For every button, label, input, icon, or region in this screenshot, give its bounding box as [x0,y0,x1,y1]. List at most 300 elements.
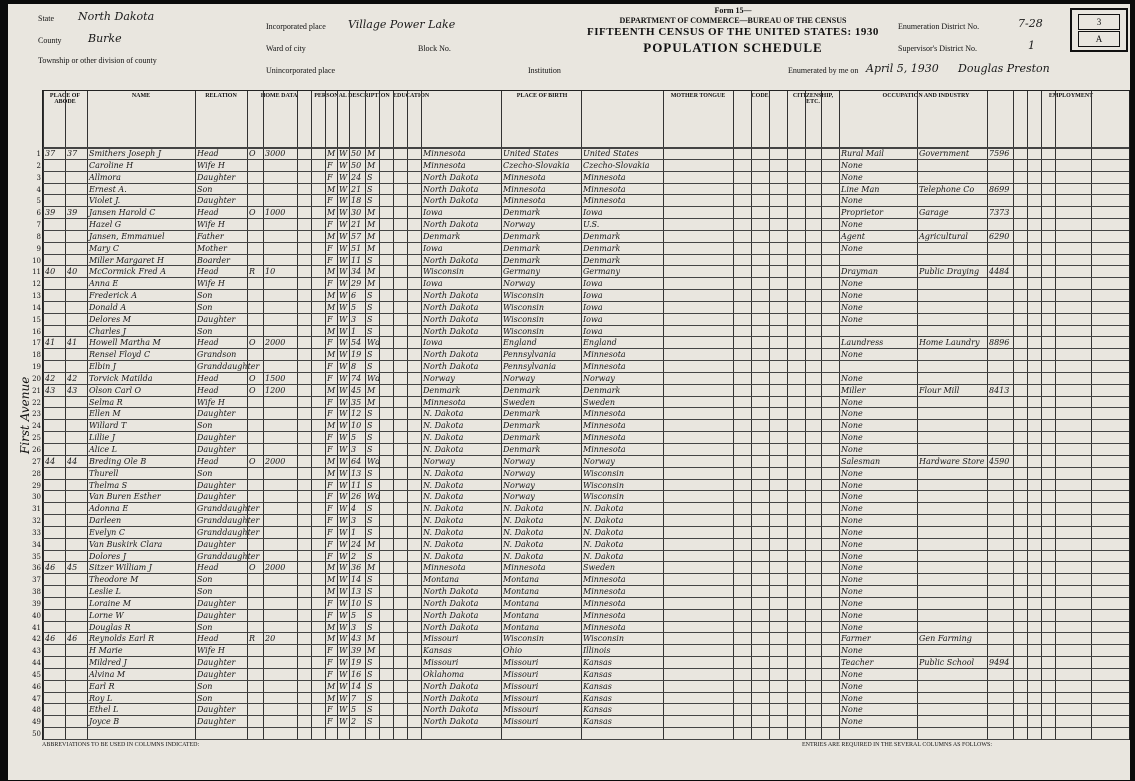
cell-race: W [339,338,348,348]
cell-occ: Proprietor [841,208,884,218]
cell-bp: Norway [423,373,455,383]
cell-age: 57 [351,231,362,241]
line-number: 9 [36,244,41,253]
cell-mbp: Wisconsin [583,634,625,644]
cell-mar: S [367,717,373,727]
cell-mbp: Minnesota [583,172,626,182]
cell-race: W [339,681,348,691]
cell-occ: None [841,433,863,443]
cell-name: Theodore M [89,575,139,585]
cell-race: W [339,326,348,336]
cell-age: 26 [351,492,362,502]
cell-name: Thelma S [89,480,128,490]
cell-name: Alvina M [89,669,126,679]
cell-rel: Wife H [197,279,225,289]
cell-name: Reynolds Earl R [89,634,155,644]
cell-rel: Son [197,575,213,585]
cell-name: Lorne W [89,610,124,620]
cell-age: 43 [351,634,362,644]
cell-rel: Granddaughter [197,551,260,561]
cell-sex: F [327,373,333,383]
cell-rel: Daughter [197,717,236,727]
cell-age: 51 [351,243,362,253]
line-number: 29 [32,481,41,490]
cell-sex: F [327,646,333,656]
cell-sex: M [327,622,336,632]
cell-bp: Iowa [423,208,443,218]
cell-name: Charles J [89,326,127,336]
incorporated-value: Village Power Lake [348,18,456,31]
cell-bp: North Dakota [423,172,479,182]
cell-age: 45 [351,385,362,395]
cell-fbp: Norway [503,279,535,289]
cell-sex: F [327,480,333,490]
cell-mar: Wd [367,456,381,466]
cell-race: W [339,409,348,419]
cell-bp: Iowa [423,279,443,289]
cell-bp: N. Dakota [423,445,464,454]
cell-sex: M [327,184,336,194]
cell-race: W [339,373,348,383]
street-name: First Avenue [18,376,32,454]
cell-mar: S [367,516,373,526]
cell-race: W [339,362,348,372]
line-number: 40 [32,611,41,620]
cell-mar: S [367,468,373,478]
cell-name: Smithers Joseph J [89,149,162,158]
cell-occ: None [841,172,863,182]
cell-rel: Son [197,291,213,301]
cell-age: 14 [351,681,362,691]
cell-mar: S [367,314,373,324]
line-number: 4 [36,185,41,194]
cell-own: O [249,385,256,395]
cell-occ: None [841,373,863,383]
cell-sex: F [327,504,333,514]
sheet-side: A [1078,31,1120,47]
cell-sex: M [327,587,336,597]
line-number: 45 [32,670,41,679]
cell-age: 50 [351,149,362,158]
cell-sex: M [327,421,336,431]
cell-sex: M [327,693,336,703]
column-group-header: CODE [751,93,769,99]
column-group-header: PERSONAL DESCRIPTION [314,93,390,99]
line-number: 42 [32,635,41,644]
enumerator-name: Douglas Preston [958,62,1050,75]
line-number: 6 [36,209,41,218]
cell-dw: 44 [45,456,56,466]
cell-mar: M [367,160,376,170]
line-number: 50 [32,730,41,739]
cell-bp: North Dakota [423,587,479,597]
cell-mbp: Denmark [583,243,621,253]
cell-occ: None [841,504,863,514]
cell-fam: 44 [67,456,78,466]
cell-fbp: Denmark [503,445,541,454]
cell-rel: Daughter [197,433,236,443]
cell-occ: Rural Mail [841,149,884,158]
county-value: Burke [88,32,122,45]
cell-occ: None [841,314,863,324]
cell-fam: 42 [67,373,78,383]
cell-mar: Wd [367,373,381,383]
cell-race: W [339,302,348,312]
line-number: 22 [32,398,41,407]
line-number: 20 [32,374,41,383]
cell-bp: N. Dakota [423,468,464,478]
line-number: 16 [32,327,41,336]
cell-mbp: England [583,338,617,348]
cell-sex: F [327,445,333,454]
cell-rel: Head [197,456,219,466]
cell-fbp: Montana [503,622,540,632]
cell-sex: F [327,527,333,537]
cell-mbp: Minnesota [583,421,626,431]
township-label: Township or other division of county [38,56,157,65]
cell-race: W [339,575,348,585]
cell-mar: S [367,302,373,312]
cell-fbp: Missouri [503,658,539,668]
cell-mar: M [367,279,376,289]
cell-race: W [339,397,348,407]
cell-age: 13 [351,587,362,597]
cell-ind: Public School [919,658,975,668]
schedule-title: POPULATION SCHEDULE [643,40,823,55]
cell-mar: S [367,421,373,431]
cell-fbp: Montana [503,587,540,597]
cell-mbp: Minnesota [583,184,626,194]
cell-name: Olson Carl O [89,385,142,395]
cell-age: 29 [351,279,362,289]
cell-mbp: Minnesota [583,350,626,360]
cell-mbp: Kansas [583,693,612,703]
cell-sex: F [327,362,333,372]
cell-bp: N. Dakota [423,480,464,490]
cell-code: 7373 [989,208,1010,218]
cell-code: 6290 [989,231,1010,241]
cell-race: W [339,433,348,443]
cell-age: 24 [351,539,362,549]
line-number: 28 [32,469,41,478]
column-group-header: NAME [131,93,151,99]
cell-mar: S [367,658,373,668]
cell-rel: Wife H [197,646,225,656]
cell-name: Thurell [89,468,119,478]
cell-occ: None [841,693,863,703]
cell-sex: M [327,563,336,573]
cell-occ: Laundress [841,338,884,348]
cell-code: 8699 [989,184,1010,194]
cell-mbp: U.S. [583,220,600,230]
state-label: State [38,14,54,23]
line-number: 2 [36,161,41,170]
line-number: 48 [32,706,41,715]
cell-rel: Granddaughter [197,516,260,526]
cell-fbp: Denmark [503,255,541,265]
cell-code: 7596 [989,149,1010,158]
cell-race: W [339,184,348,194]
cell-race: W [339,598,348,608]
line-number: 44 [32,659,41,668]
cell-occ: Line Man [841,184,880,194]
cell-mar: S [367,480,373,490]
cell-mar: S [367,326,373,336]
cell-fbp: Norway [503,456,535,466]
cell-mar: S [367,681,373,691]
line-number: 39 [32,599,41,608]
cell-race: W [339,267,348,277]
line-number: 23 [32,410,41,419]
cell-fbp: N. Dakota [503,551,544,561]
cell-rel: Granddaughter [197,527,260,537]
line-number: 33 [32,528,41,537]
cell-occ: None [841,717,863,727]
cell-fam: 41 [67,338,78,348]
cell-sex: F [327,658,333,668]
cell-ind: Home Laundry [919,338,980,348]
cell-sex: M [327,575,336,585]
cell-age: 34 [351,267,362,277]
cell-mbp: N. Dakota [583,516,624,526]
cell-mbp: N. Dakota [583,504,624,514]
cell-name: Loraine M [89,598,131,608]
cell-name: Anna E [89,279,119,289]
cell-fbp: Missouri [503,669,539,679]
cell-mar: S [367,184,373,194]
cell-name: Joyce B [89,717,120,727]
cell-sex: F [327,160,333,170]
cell-age: 39 [351,646,362,656]
cell-name: Jansen Harold C [89,208,156,218]
cell-rel: Son [197,421,213,431]
cell-occ: None [841,302,863,312]
enum-district-label: Enumeration District No. [898,22,980,31]
cell-sex: M [327,231,336,241]
cell-occ: None [841,397,863,407]
cell-fbp: Sweden [503,397,536,407]
cell-ind: Telephone Co [919,184,975,194]
cell-name: Leslie L [89,587,121,597]
cell-name: Caroline H [89,160,134,170]
cell-age: 19 [351,350,362,360]
cell-fam: 39 [67,208,78,218]
line-number: 34 [32,540,41,549]
cell-name: Frederick A [89,291,137,301]
cell-bp: Wisconsin [423,267,465,277]
cell-age: 16 [351,669,362,679]
cell-occ: None [841,516,863,526]
cell-sex: M [327,350,336,360]
cell-mar: M [367,397,376,407]
cell-rel: Granddaughter [197,362,260,372]
cell-occ: None [841,598,863,608]
cell-fbp: Montana [503,598,540,608]
cell-name: Jansen, Emmanuel [89,231,165,241]
cell-rel: Son [197,468,213,478]
cell-fbp: Montana [503,610,540,620]
cell-name: Violet J. [89,196,121,206]
cell-rel: Father [197,231,224,241]
cell-age: 1 [351,326,357,336]
cell-age: 3 [351,622,357,632]
cell-mbp: Norway [583,373,615,383]
cell-sex: F [327,492,333,502]
cell-name: Torvick Matilda [89,373,153,383]
cell-rel: Son [197,302,213,312]
cell-mar: M [367,634,376,644]
line-number: 25 [32,434,41,443]
cell-name: Elbin J [89,362,116,372]
cell-age: 11 [351,480,362,490]
cell-sex: F [327,705,333,715]
cell-name: Breding Ole B [89,456,147,466]
cell-bp: North Dakota [423,184,479,194]
cell-rel: Daughter [197,445,236,454]
supervisor-value: 1 [1028,39,1035,52]
cell-bp: N. Dakota [423,504,464,514]
cell-mbp: N. Dakota [583,539,624,549]
cell-fbp: Pennsylvania [503,362,557,372]
cell-mar: S [367,445,373,454]
line-number: 13 [32,292,41,301]
cell-sex: M [327,149,336,158]
cell-fbp: Wisconsin [503,634,545,644]
cell-rel: Head [197,208,219,218]
cell-rel: Daughter [197,705,236,715]
cell-rel: Grandson [197,350,237,360]
cell-fbp: United States [503,149,559,158]
footer [42,742,1128,749]
cell-race: W [339,717,348,727]
cell-age: 10 [351,421,362,431]
line-number: 24 [32,422,41,431]
cell-mbp: Minnesota [583,622,626,632]
cell-bp: North Dakota [423,255,479,265]
cell-fbp: Pennsylvania [503,350,557,360]
cell-rel: Head [197,385,219,395]
cell-dw: 46 [45,563,56,573]
cell-fbp: Denmark [503,385,541,395]
supervisor-label: Supervisor's District No. [898,44,977,53]
cell-fbp: Denmark [503,409,541,419]
line-number: 26 [32,446,41,454]
cell-mar: S [367,575,373,585]
cell-rel: Daughter [197,610,236,620]
cell-fbp: Norway [503,492,535,502]
cell-fbp: England [503,338,537,348]
cell-rel: Granddaughter [197,504,260,514]
cell-rel: Daughter [197,196,236,206]
cell-name: Van Buskirk Clara [89,539,163,549]
cell-age: 19 [351,658,362,668]
line-number: 27 [32,457,41,466]
line-number: 36 [32,564,41,573]
cell-age: 64 [351,456,362,466]
cell-sex: M [327,681,336,691]
cell-fbp: Wisconsin [503,302,545,312]
cell-val: 10 [265,267,276,277]
cell-fbp: Norway [503,373,535,383]
cell-bp: Iowa [423,243,443,253]
cell-code: 4590 [989,456,1010,466]
column-group-header: RELATION [205,93,237,99]
cell-sex: F [327,433,333,443]
cell-fbp: Czecho-Slovakia [503,160,570,170]
cell-occ: None [841,587,863,597]
cell-race: W [339,480,348,490]
cell-bp: North Dakota [423,598,479,608]
cell-mbp: Minnesota [583,196,626,206]
cell-race: W [339,622,348,632]
cell-mbp: Germany [583,267,620,277]
cell-mbp: United States [583,149,639,158]
cell-name: H Marie [89,646,123,656]
cell-age: 30 [351,208,362,218]
cell-name: Lillie J [89,433,116,443]
cell-sex: F [327,243,333,253]
cell-age: 21 [351,220,362,230]
cell-bp: Iowa [423,338,443,348]
cell-code: 8896 [989,338,1010,348]
cell-race: W [339,527,348,537]
cell-own: O [249,208,256,218]
cell-mbp: Wisconsin [583,468,625,478]
enumerated-date: April 5, 1930 [866,62,939,75]
cell-age: 13 [351,468,362,478]
entries-note: ENTRIES ARE REQUIRED IN THE SEVERAL COLUMNS AS FOLLOWS: [802,742,993,748]
cell-rel: Mother [197,243,227,253]
cell-sex: F [327,220,333,230]
cell-rel: Son [197,622,213,632]
cell-age: 74 [351,373,362,383]
cell-fbp: Norway [503,468,535,478]
cell-mbp: Minnesota [583,409,626,419]
cell-fam: 43 [67,385,78,395]
cell-mbp: Czecho-Slovakia [583,160,650,170]
cell-race: W [339,314,348,324]
cell-race: W [339,208,348,218]
cell-occ: None [841,160,863,170]
cell-sex: F [327,196,333,206]
cell-age: 24 [351,172,362,182]
cell-fbp: N. Dakota [503,516,544,526]
cell-sex: F [327,598,333,608]
ward-label: Ward of city [266,44,306,53]
line-number: 37 [32,576,41,585]
line-number: 49 [32,718,41,727]
cell-race: W [339,149,348,158]
cell-code: 8413 [989,385,1010,395]
cell-bp: Denmark [423,231,461,241]
cell-fbp: Montana [503,575,540,585]
cell-mbp: Iowa [583,326,603,336]
cell-fbp: Wisconsin [503,314,545,324]
cell-mar: S [367,705,373,715]
cell-name: Mildred J [89,658,127,668]
cell-mbp: Wisconsin [583,492,625,502]
cell-ind: Government [919,149,970,158]
cell-bp: North Dakota [423,326,479,336]
cell-mar: S [367,527,373,537]
cell-occ: None [841,196,863,206]
cell-fbp: Wisconsin [503,291,545,301]
line-number: 21 [32,386,41,395]
cell-own: R [249,634,256,644]
cell-fam: 46 [67,634,78,644]
cell-mar: S [367,362,373,372]
line-number: 19 [32,363,41,372]
